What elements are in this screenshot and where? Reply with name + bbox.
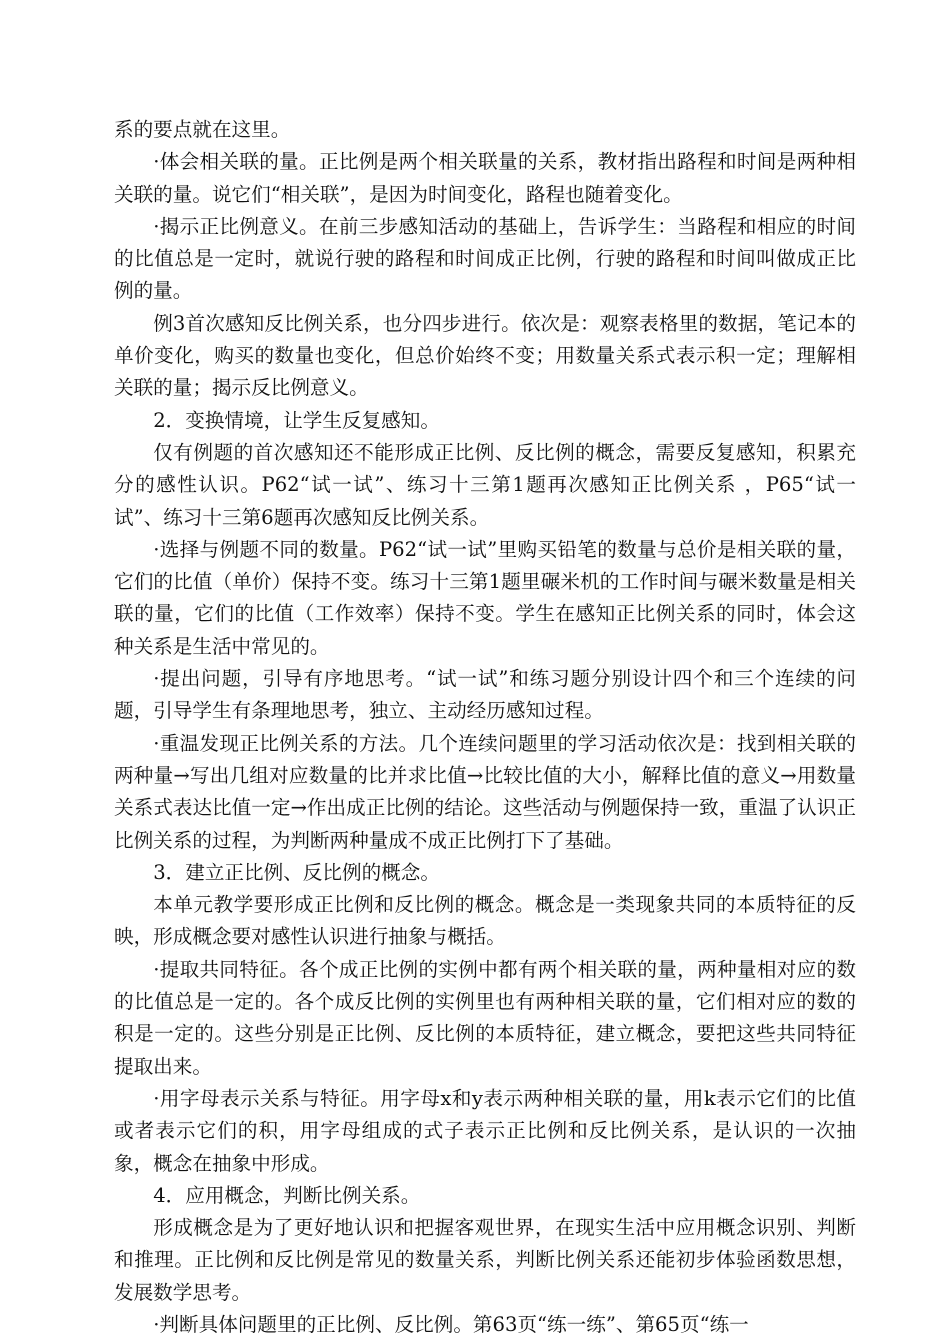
paragraph: 本单元教学要形成正比例和反比例的概念。概念是一类现象共同的本质特征的反映，形成概念要对感性认识进行抽象与概括。 — [114, 893, 856, 949]
section-heading: 3．建立正比例、反比例的概念。 — [153, 860, 440, 884]
bullet-paragraph: ·用字母表示关系与特征。用字母x和y表示两种相关联的量，用k表示它们的比值或者表示它们的积，用字母组成的式子表示正比例和反比例关系，是认识的一次抽象，概念在抽象中形成。 — [114, 1086, 856, 1175]
paragraph: 系的要点就在这里。 — [114, 118, 291, 141]
section-heading: 4．应用概念，判断比例关系。 — [153, 1183, 421, 1207]
bullet-paragraph: ·重温发现正比例关系的方法。几个连续问题里的学习活动依次是：找到相关联的两种量→写出几组对应数量的比并求比值→比较比值的大小，解释比值的意义→用数量关系式表达比值一定→作出成正比例的结论。这些活动与例题保持一致，重温了认识正比例关系的过程，为判断两种量成不成正比例打下了基础。 — [114, 731, 856, 852]
bullet-paragraph: ·提取共同特征。各个成正比例的实例中都有两个相关联的量，两种量相对应的数的比值总是一定的。各个成反比例的实例里也有两种相关联的量，它们相对应的数的积是一定的。这些分别是正比例、反比例的本质特征，建立概念，要把这些共同特征提取出来。 — [114, 957, 856, 1078]
document-body — [114, 114, 856, 1341]
paragraph: 例3首次感知反比例关系，也分四步进行。依次是：观察表格里的数据，笔记本的单价变化，购买的数量也变化，但总价始终不变；用数量关系式表示积一定；理解相关联的量；揭示反比例意义。 — [114, 311, 856, 400]
bullet-paragraph: ·揭示正比例意义。在前三步感知活动的基础上，告诉学生：当路程和相应的时间的比值总是一定时，就说行驶的路程和时间成正比例，行驶的路程和时间叫做成正比例的量。 — [114, 214, 856, 303]
bullet-paragraph: ·体会相关联的量。正比例是两个相关联量的关系，教材指出路程和时间是两种相关联的量。说它们“相关联”，是因为时间变化，路程也随着变化。 — [114, 150, 856, 206]
section-heading: 2．变换情境，让学生反复感知。 — [153, 408, 440, 432]
paragraph: 形成概念是为了更好地认识和把握客观世界，在现实生活中应用概念识别、判断和推理。正比例和反比例是常见的数量关系，判断比例关系还能初步体验函数思想，发展数学思考。 — [114, 1216, 856, 1304]
bullet-paragraph: ·提出问题，引导有序地思考。“试一试”和练习题分别设计四个和三个连续的问题，引导学生有条理地思考，独立、主动经历感知过程。 — [114, 667, 856, 723]
paragraph: 仅有例题的首次感知还不能形成正比例、反比例的概念，需要反复感知，积累充分的感性认识。P62“试一试”、练习十三第1题再次感知正比例关系 ，P65“试一试”、练习十三第6题再次感知反比例关系。 — [114, 440, 856, 529]
bullet-paragraph: ·选择与例题不同的数量。P62“试一试”里购买铅笔的数量与总价是相关联的量，它们的比值（单价）保持不变。练习十三第1题里碾米机的工作时间与碾米数量是相关联的量，它们的比值（工作效率）保持不变。学生在感知正比例关系的同时，体会这种关系是生活中常见的。 — [114, 537, 856, 658]
bullet-paragraph: ·判断具体问题里的正比例、反比例。第63页“练一练”、第65页“练一 — [153, 1312, 749, 1336]
